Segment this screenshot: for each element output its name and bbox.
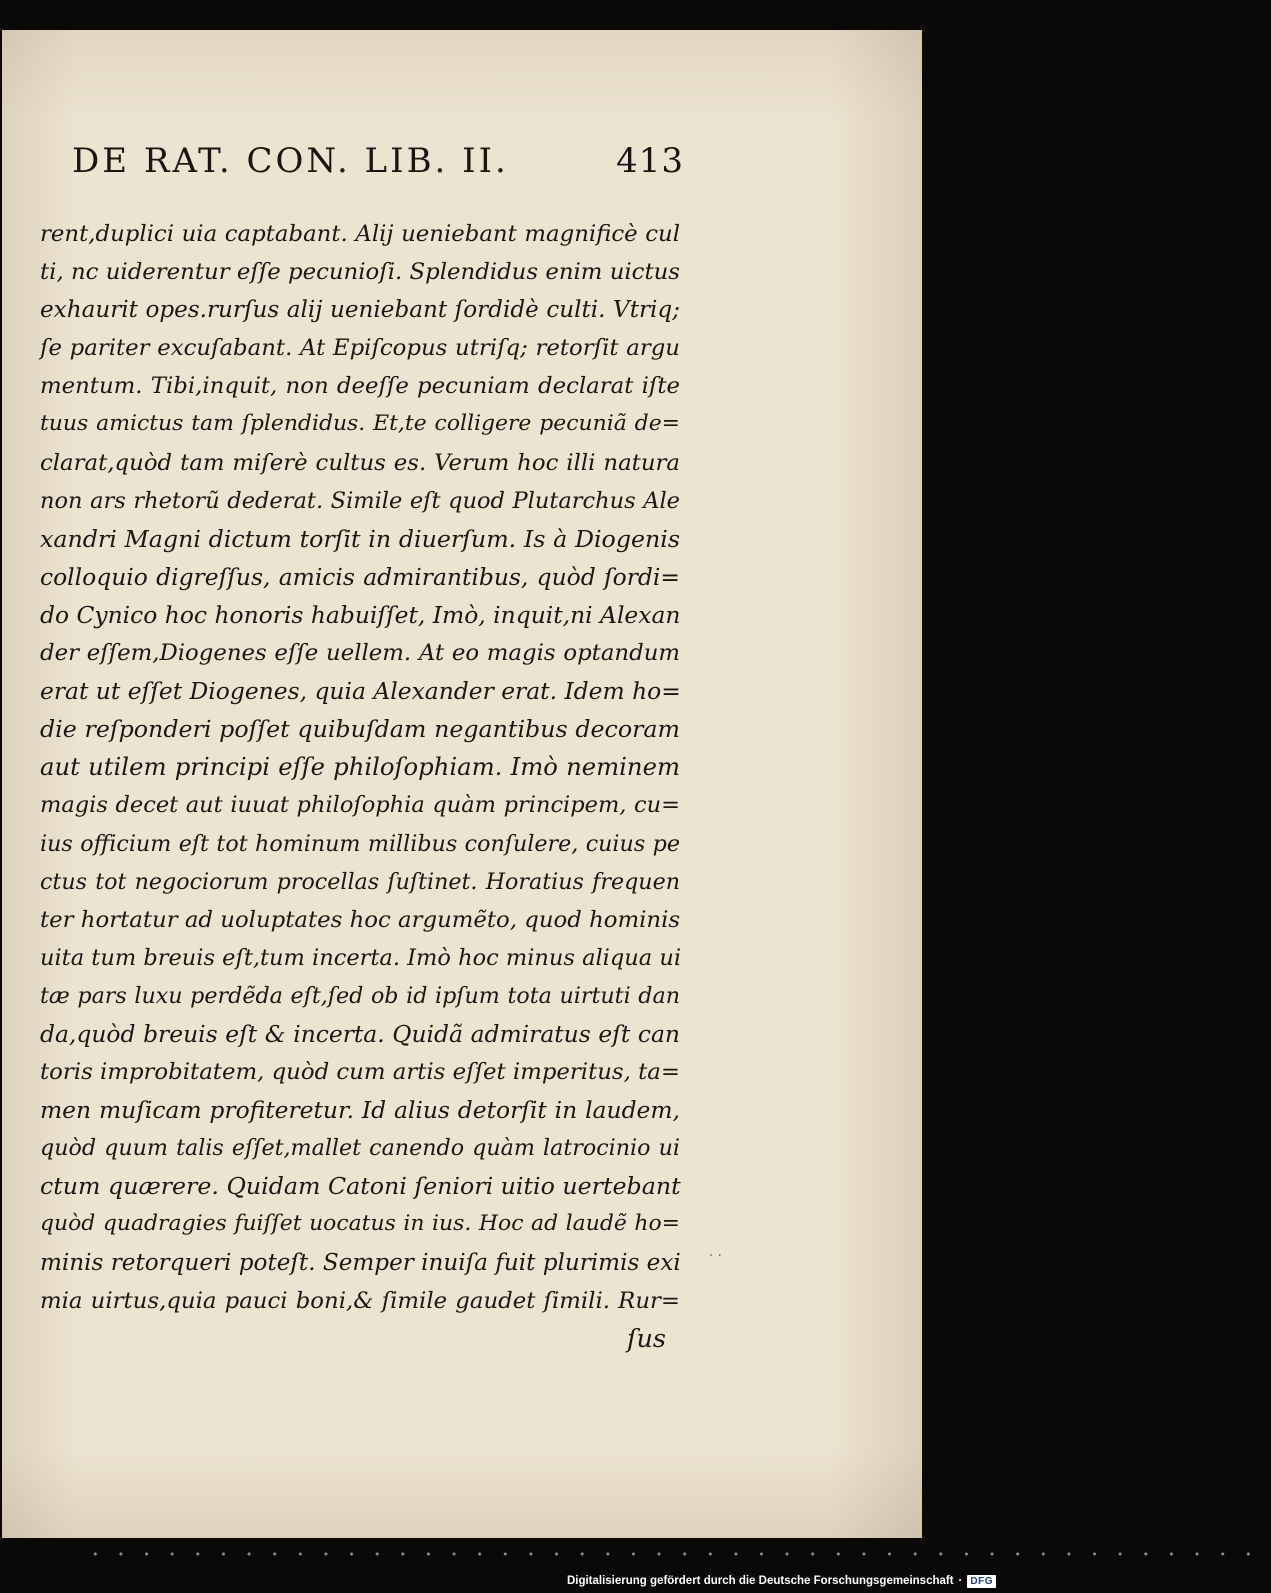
text-line: quòd quadragies fuiſſet uocatus in ius. Hoc ad laudẽ ho=: [40, 1211, 680, 1237]
text-line: ti, nc uiderentur eſſe pecunioſi. Splendidus enim uictus: [40, 259, 680, 286]
text-line: ctum quærere. Quidam Catoni ſeniori uitio uertebant: [40, 1172, 681, 1201]
text-line: da,quòd breuis eſt & incerta. Quidã admiratus eſt can: [40, 1019, 680, 1048]
text-line: mia uirtus,quia pauci boni,& ſimile gaudet ſimili. Rur=: [40, 1287, 680, 1314]
text-line: ſe pariter excuſabant. At Epiſcopus utriſq; retorſit argu: [40, 335, 680, 362]
text-line: exhaurit opes.rurſus alij ueniebant ſordidè culti. Vtriq;: [40, 297, 680, 324]
digitization-credit-text: Digitalisierung gefördert durch die Deutsche Forschungsgemeinschaft: [566, 1575, 954, 1587]
text-line: rent,duplici uia captabant. Alij ueniebant magnificè cul: [40, 221, 680, 247]
text-line: uita tum breuis eſt,tum incerta. Imò hoc minus aliqua ui: [40, 944, 682, 971]
digitization-credit: [567, 1571, 996, 1591]
running-head: [72, 141, 684, 187]
text-line: magis decet aut iuuat philoſophia quàm principem, cu=: [40, 792, 680, 819]
text-line: ctus tot negociorum procellas ſuſtinet. Horatius frequen: [40, 868, 680, 895]
body-text: [40, 215, 680, 1358]
text-line: men muſicam profiteretur. Id alius detorſit in laudem,: [40, 1096, 680, 1125]
text-line: quòd quum talis eſſet,mallet canendo quàm latrocinio ui: [40, 1135, 680, 1162]
text-line: clarat,quòd tam miſerè cultus es. Verum hoc illi natura: [40, 449, 680, 476]
text-line: die reſponderi poſſet quibuſdam negantibus decoram: [40, 715, 680, 744]
catchword: ſus: [627, 1323, 666, 1354]
text-line: non ars rhetorũ dederat. Simile eſt quod Plutarchus Ale: [40, 487, 680, 514]
text-line: xandri Magni dictum torſit in diuerſum. Is à Diogenis: [40, 524, 680, 553]
book-page: [2, 30, 922, 1538]
scan-edge-dots-decoration: ••••••••••••••••••••••••••••••••••••••••••••••: [92, 1548, 1271, 1561]
text-line: erat ut eſſet Diogenes, quia Alexander erat. Idem ho=: [40, 677, 681, 706]
text-line: der eſſem,Diogenes eſſe uellem. At eo magis optandum: [40, 640, 680, 667]
text-line: minis retorqueri poteſt. Semper inuiſa fuit plurimis exi: [40, 1249, 681, 1276]
dfg-logo-icon: DFG: [967, 1575, 996, 1588]
text-line: mentum. Tibi,inquit, non deeſſe pecuniam declarat iſte: [40, 373, 680, 400]
ink-speck-decoration: · ·: [708, 1248, 722, 1264]
text-line: toris improbitatem, quòd cum artis eſſet imperitus, ta=: [40, 1059, 680, 1086]
text-line: do Cynico hoc honoris habuiſſet, Imò, inquit,ni Alexan: [40, 600, 681, 629]
running-head-title: DE RAT. CON. LIB. II.: [72, 141, 509, 181]
credit-separator: ·: [958, 1575, 963, 1587]
text-line: colloquio digreſſus, amicis admirantibus, quòd ſordi=: [40, 562, 680, 591]
text-line: tuus amictus tam ſplendidus. Et,te colligere pecuniã de=: [40, 411, 680, 437]
text-line: tæ pars luxu perdẽda eſt,ſed ob id ipſum tota uirtuti dan: [40, 982, 680, 1009]
text-line: ter hortatur ad uoluptates hoc argumẽto, quod hominis: [40, 906, 681, 933]
text-line: ius officium eſt tot hominum millibus conſulere, cuius pe: [40, 830, 680, 857]
text-line: aut utilem principi eſſe philoſophiam. Imò neminem: [40, 752, 680, 782]
page-number: 413: [616, 141, 684, 181]
